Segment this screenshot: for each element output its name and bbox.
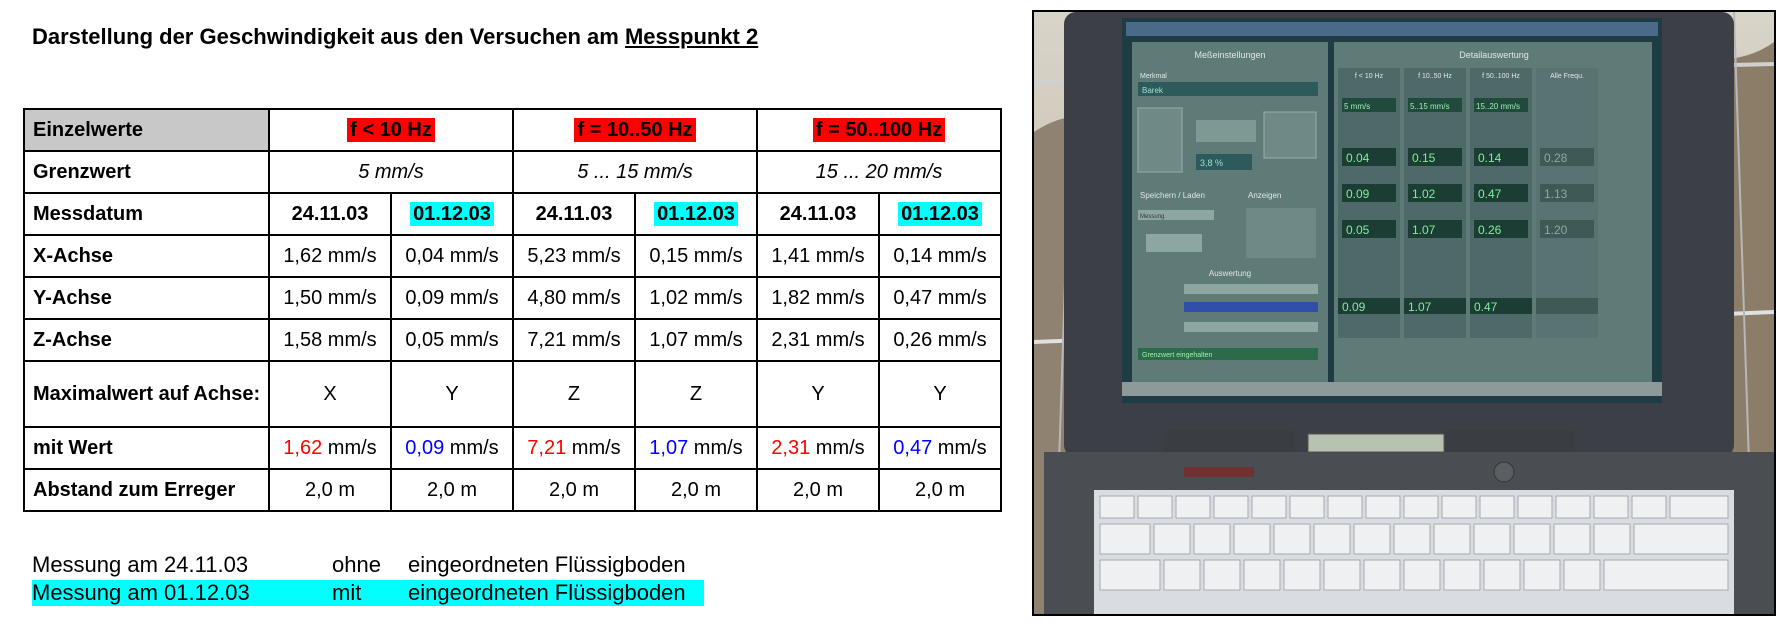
axis-cell: Z xyxy=(635,361,757,427)
limit-2: 5 ... 15 mm/s xyxy=(513,151,757,193)
limit-1: 5 mm/s xyxy=(269,151,513,193)
laptop-illustration xyxy=(1034,12,1774,614)
screen-limit-2: 5..15 mm/s xyxy=(1410,102,1450,111)
value-cell: 5,23 mm/s xyxy=(513,235,635,277)
date-cell: 01.12.03 xyxy=(879,193,1001,235)
screen-show: Anzeigen xyxy=(1248,191,1282,200)
value-cell: 0,05 mm/s xyxy=(391,319,513,361)
table-row-x xyxy=(24,235,1001,277)
title-measure-point: Messpunkt 2 xyxy=(624,24,759,49)
keyboard xyxy=(1094,490,1734,614)
value-cell: 1,82 mm/s xyxy=(757,277,879,319)
max-value-cell: 0,47 mm/s xyxy=(879,427,1001,469)
value-cell: 0,26 mm/s xyxy=(879,319,1001,361)
max-value-cell: 7,21 mm/s xyxy=(513,427,635,469)
date-cell: 24.11.03 xyxy=(513,193,635,235)
legend-row-1 xyxy=(32,552,704,578)
value-cell: 0,47 mm/s xyxy=(879,277,1001,319)
velocity-table xyxy=(23,108,1002,512)
screen-z-3: 0.26 xyxy=(1478,223,1502,237)
screen-save-load: Speichern / Laden xyxy=(1140,191,1205,200)
table-row-date xyxy=(24,193,1001,235)
screen-ch-3: 0.47 xyxy=(1474,300,1498,314)
axis-cell: Y xyxy=(879,361,1001,427)
screen-name-value: Barek xyxy=(1142,86,1163,95)
value-cell: 1,02 mm/s xyxy=(635,277,757,319)
laptop-photo xyxy=(1032,10,1776,616)
limit-3: 15 ... 20 mm/s xyxy=(757,151,1001,193)
value-cell: 7,21 mm/s xyxy=(513,319,635,361)
band-2: f = 10..50 Hz xyxy=(513,109,757,151)
screen-col-2: f 10..50 Hz xyxy=(1418,73,1452,80)
screen-x-4: 0.28 xyxy=(1544,151,1568,165)
value-cell: 0,04 mm/s xyxy=(391,235,513,277)
band-3: f = 50..100 Hz xyxy=(757,109,1001,151)
screen-status: Grenzwert eingehalten xyxy=(1142,352,1213,359)
screen-panel-left: Meßeinstellungen xyxy=(1194,50,1266,60)
distance-cell: 2,0 m xyxy=(635,469,757,511)
value-cell: 2,31 mm/s xyxy=(757,319,879,361)
table-row-z xyxy=(24,319,1001,361)
screen-y-3: 0.47 xyxy=(1478,187,1502,201)
value-cell: 4,80 mm/s xyxy=(513,277,635,319)
screen-limit-3: 15..20 mm/s xyxy=(1476,102,1521,111)
screen-x-2: 0.15 xyxy=(1412,151,1436,165)
screen-panel-right: Detailauswertung xyxy=(1459,50,1529,60)
max-value-cell: 1,62 mm/s xyxy=(269,427,391,469)
screen-ch-1: 0.09 xyxy=(1342,300,1366,314)
screen-col-1: f < 10 Hz xyxy=(1354,73,1384,80)
axis-cell: X xyxy=(269,361,391,427)
screen-evaluation: Auswertung xyxy=(1208,269,1252,278)
value-cell: 1,41 mm/s xyxy=(757,235,879,277)
table-row-distance xyxy=(24,469,1001,511)
value-cell: 1,50 mm/s xyxy=(269,277,391,319)
axis-cell: Y xyxy=(391,361,513,427)
axis-cell: Y xyxy=(757,361,879,427)
value-cell: 1,58 mm/s xyxy=(269,319,391,361)
max-value-cell: 1,07 mm/s xyxy=(635,427,757,469)
screen-x-3: 0.14 xyxy=(1478,151,1502,165)
distance-cell: 2,0 m xyxy=(269,469,391,511)
date-cell: 01.12.03 xyxy=(635,193,757,235)
with-value-label: mit Wert xyxy=(24,427,269,469)
table-row-with-value xyxy=(24,427,1001,469)
distance-cell: 2,0 m xyxy=(879,469,1001,511)
screen-z-2: 1.07 xyxy=(1412,223,1436,237)
legend-measurement: Messung am 01.12.03 xyxy=(32,580,250,605)
band-1: f < 10 Hz xyxy=(269,109,513,151)
screen-x-1: 0.04 xyxy=(1346,151,1370,165)
value-cell: 1,07 mm/s xyxy=(635,319,757,361)
screen-ch-2: 1.07 xyxy=(1408,300,1432,314)
screen-y-4: 1.13 xyxy=(1544,187,1568,201)
legend-condition: mit xyxy=(332,580,362,605)
date-cell: 01.12.03 xyxy=(391,193,513,235)
date-cell: 24.11.03 xyxy=(269,193,391,235)
table-row-max-axis xyxy=(24,361,1001,427)
row-label: Z-Achse xyxy=(24,319,269,361)
max-axis-label: Maximalwert auf Achse: xyxy=(24,361,269,427)
screen-col-3: f 50..100 Hz xyxy=(1482,73,1520,80)
legend-text: eingeordneten Flüssigboden xyxy=(408,552,686,577)
screen-measurement-label: Messung xyxy=(1140,214,1165,220)
page-title: Darstellung der Geschwindigkeit aus den Versuchen am Messpunkt 2 xyxy=(32,24,759,49)
legend-condition: ohne xyxy=(332,552,381,577)
max-value-cell: 2,31 mm/s xyxy=(757,427,879,469)
date-cell: 24.11.03 xyxy=(757,193,879,235)
screen-z-1: 0.05 xyxy=(1346,223,1370,237)
screen-z-4: 1.20 xyxy=(1544,223,1568,237)
screen-y-1: 0.09 xyxy=(1346,187,1370,201)
legend-text: eingeordneten Flüssigboden xyxy=(408,580,686,605)
distance-cell: 2,0 m xyxy=(391,469,513,511)
value-cell: 0,15 mm/s xyxy=(635,235,757,277)
table-row-frequency xyxy=(24,109,1001,151)
distance-cell: 2,0 m xyxy=(513,469,635,511)
row-label: X-Achse xyxy=(24,235,269,277)
legend-row-2 xyxy=(32,580,704,606)
value-cell: 1,62 mm/s xyxy=(269,235,391,277)
table-row-limit xyxy=(24,151,1001,193)
screen-name-label: Merkmal xyxy=(1140,73,1167,80)
screen-y-2: 1.02 xyxy=(1412,187,1436,201)
header-label: Einzelwerte xyxy=(24,109,269,151)
max-value-cell: 0,09 mm/s xyxy=(391,427,513,469)
table-row-y xyxy=(24,277,1001,319)
distance-label: Abstand zum Erreger xyxy=(24,469,269,511)
row-label: Y-Achse xyxy=(24,277,269,319)
date-label: Messdatum xyxy=(24,193,269,235)
screen-percent-value: 3,8 % xyxy=(1200,158,1224,168)
screen-limit-1: 5 mm/s xyxy=(1344,102,1371,111)
value-cell: 0,14 mm/s xyxy=(879,235,1001,277)
limit-label: Grenzwert xyxy=(24,151,269,193)
distance-cell: 2,0 m xyxy=(757,469,879,511)
legend-measurement: Messung am 24.11.03 xyxy=(32,552,249,577)
axis-cell: Z xyxy=(513,361,635,427)
value-cell: 0,09 mm/s xyxy=(391,277,513,319)
screen-col-4: Alle Frequ. xyxy=(1550,73,1584,80)
